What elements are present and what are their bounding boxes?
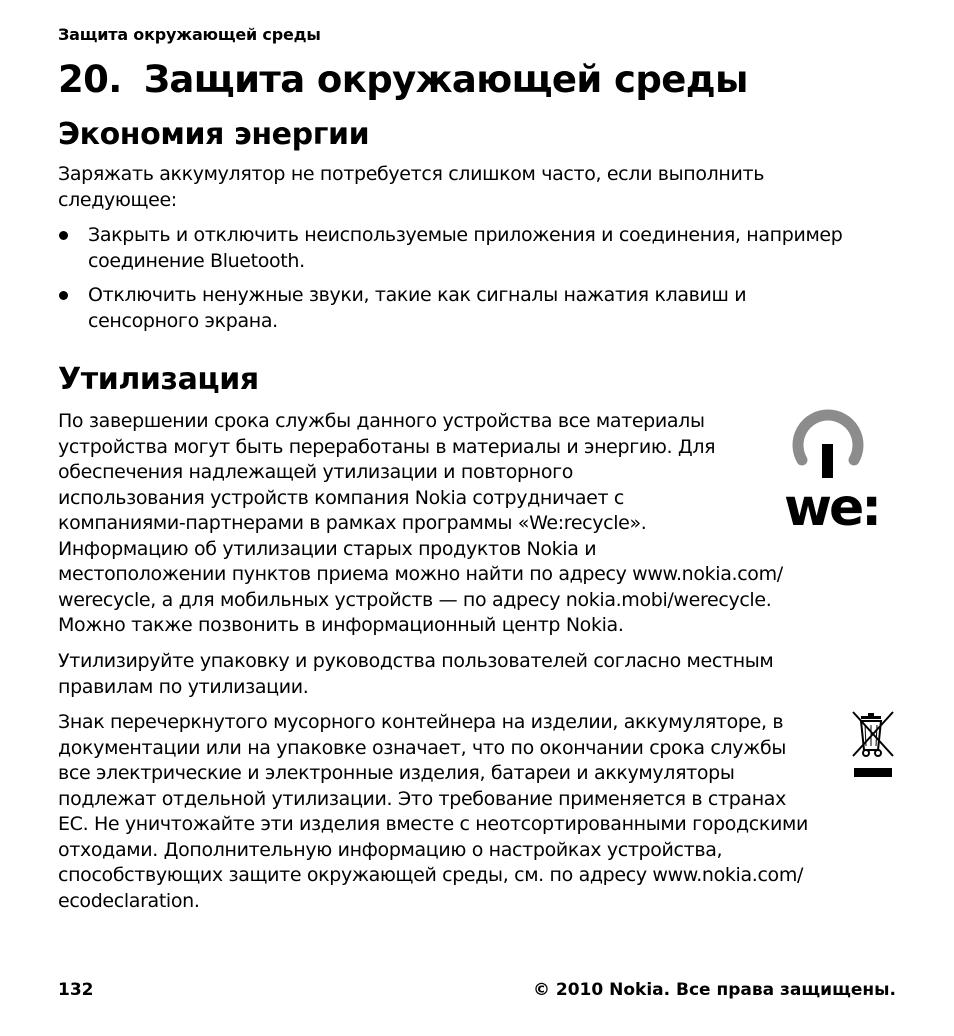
section-heading-energy: Экономия энергии [58, 117, 370, 152]
document-page [58, 0, 896, 1036]
text-line: обеспечения надлежащей утилизации и повторного [58, 461, 574, 483]
running-header: Защита окружающей среды [58, 25, 321, 44]
text-line: способствующих защите окружающей среды, см. по адресу www.nokia.com/ [58, 864, 804, 886]
bullet-icon [59, 231, 68, 240]
text-line: компаниями-партнерами в рамках программы «We:recycle». [58, 512, 647, 534]
bullet-text: Закрыть и отключить неиспользуемые приложения и соединения, например соединение Bluetooth. [88, 224, 843, 272]
bullet-text: Отключить ненужные звуки, такие как сигналы нажатия клавиш и сенсорного экрана. [88, 284, 747, 332]
copyright-notice: © 2010 Nokia. Все права защищены. [532, 980, 896, 1000]
text-line: документации или на упаковке означает, что по окончании срока службы [58, 736, 786, 759]
weee-paragraph [58, 710, 896, 914]
list-item [58, 282, 848, 334]
text-line: ecodeclaration. [58, 889, 200, 912]
energy-intro: Заряжать аккумулятор не потребуется слишком часто, если выполнить следующее: [58, 163, 765, 211]
list-item [58, 222, 848, 274]
text-line: Информацию об утилизации старых продуктов Nokia и [58, 537, 597, 560]
we-recycle-logo-icon [780, 404, 898, 528]
text-line: использования устройств компания Nokia сотрудничает с [58, 486, 624, 509]
text-line: Можно также позвонить в информационный центр Nokia. [58, 614, 624, 636]
chapter-title [58, 58, 748, 101]
text-line: werecycle, а для мобильных устройств — по адресу nokia.mobi/werecycle. [58, 588, 772, 611]
chapter-number: 20. [58, 58, 122, 101]
text-line: Знак перечеркнутого мусорного контейнера на изделии, аккумуляторе, в [58, 711, 784, 733]
recycling-paragraph [58, 409, 888, 639]
text-line: По завершении срока службы данного устройства все материалы [58, 410, 705, 432]
section-heading-recycling: Утилизация [58, 362, 259, 397]
text-line: все электрические и электронные изделия, батареи и аккумуляторы [58, 762, 735, 784]
text-line: устройства могут быть переработаны в материалы и энергию. Для [58, 435, 716, 458]
energy-bullet-list [58, 222, 848, 342]
text-line: подлежат отдельной утилизации. Это требование применяется в странах [58, 787, 786, 810]
text-line: местоположении пунктов приема можно найти по адресу www.nokia.com/ [58, 563, 783, 585]
chapter-title-text: Защита окружающей среды [143, 58, 748, 101]
packaging-paragraph: Утилизируйте упаковку и руководства пользователей согласно местным правилам по утилизации. [58, 650, 774, 698]
text-line: отходами. Дополнительную информацию о настройках устройства, [58, 838, 723, 861]
bullet-icon [59, 291, 68, 300]
text-line: ЕС. Не уничтожайте эти изделия вместе с неотсортированными городскими [58, 813, 808, 835]
crossed-out-wheelie-bin-icon [850, 710, 896, 780]
we-logo-text: we: [784, 478, 880, 528]
page-number: 132 [58, 980, 94, 1000]
